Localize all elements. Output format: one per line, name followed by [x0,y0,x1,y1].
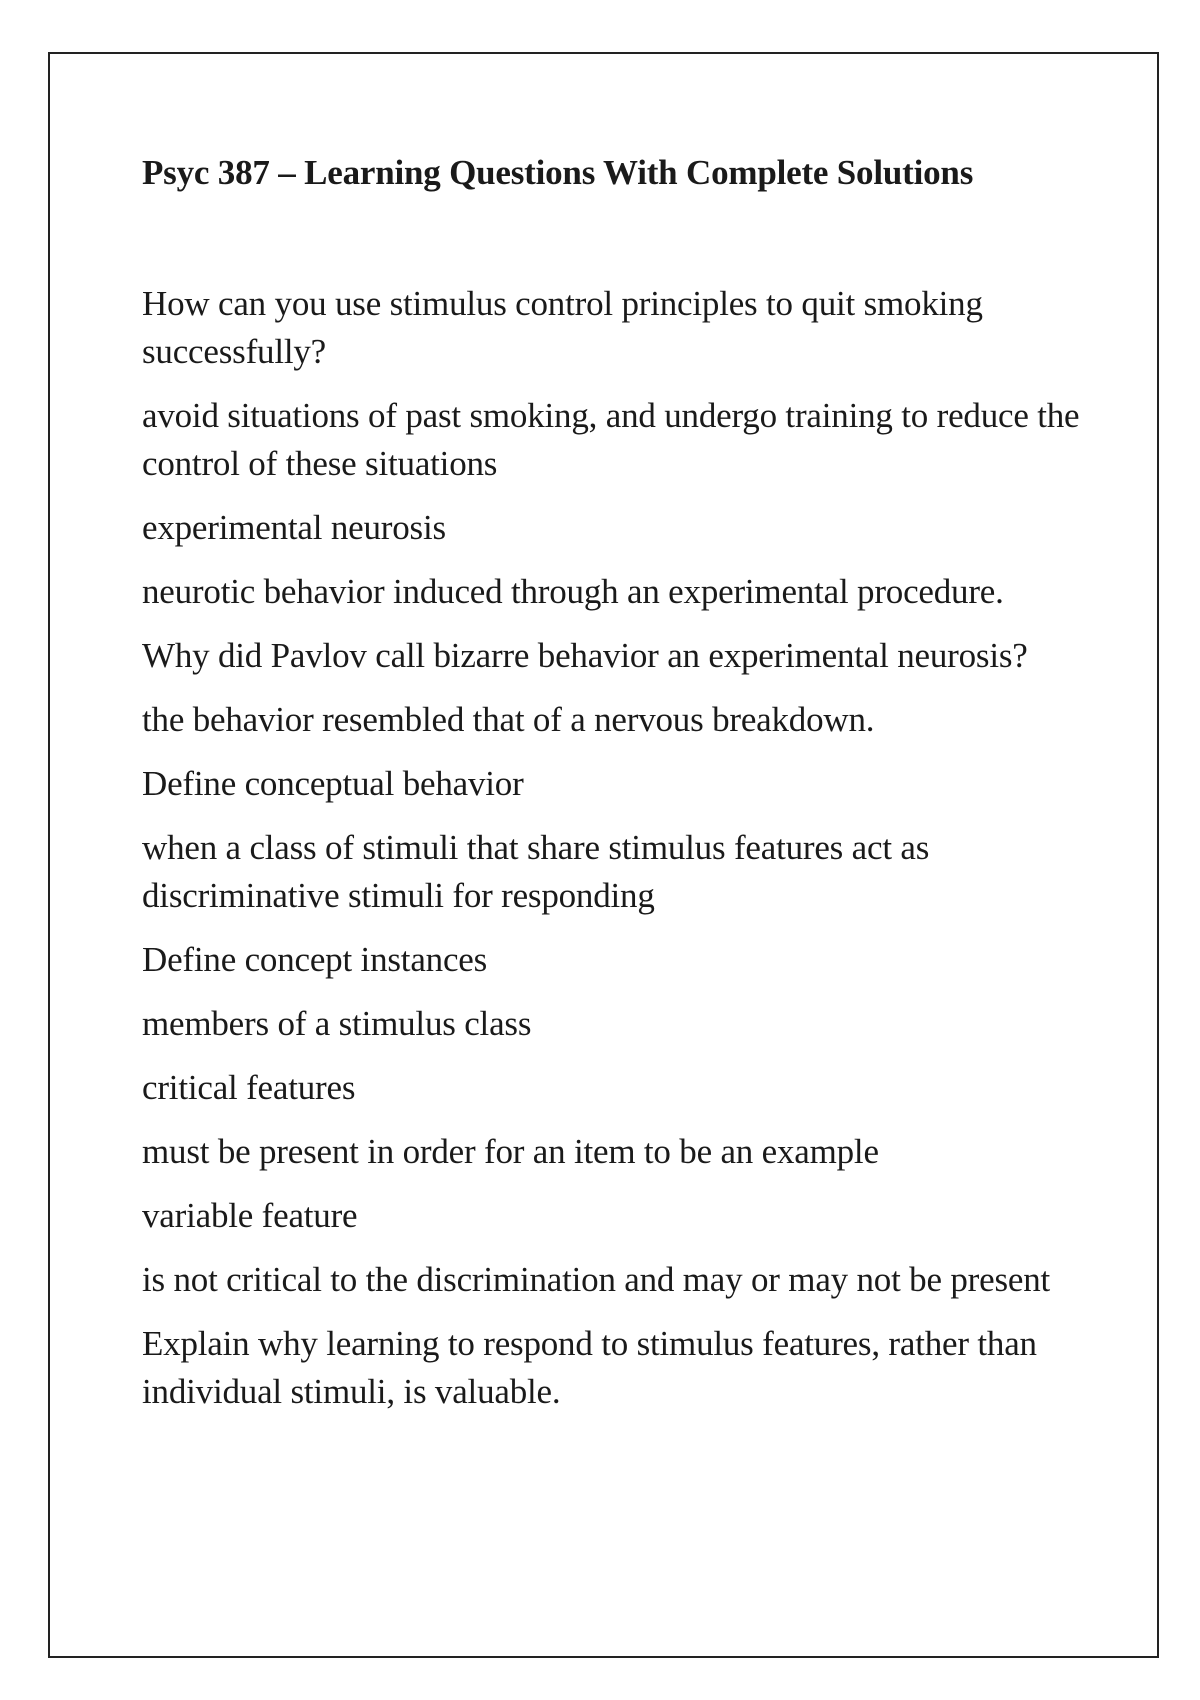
question-text: Why did Pavlov call bizarre behavior an experimental neurosis? [142,636,1028,675]
document-body [142,150,1082,1432]
question-text: Define concept instances [142,940,488,979]
answer-text: members of a stimulus class [142,1004,532,1043]
answer-text: when a class of stimuli that share stimulus features act as discriminative stimuli for responding [142,828,930,915]
term-text: experimental neurosis [142,508,446,547]
answer-text: the behavior resembled that of a nervous breakdown. [142,700,875,739]
document-title: Psyc 387 – Learning Questions With Complete Solutions [142,153,974,192]
question-text: Define conceptual behavior [142,764,524,803]
definition-text: must be present in order for an item to be an example [142,1132,879,1171]
question-text: Explain why learning to respond to stimulus features, rather than individual stimuli, is valuable. [142,1324,1037,1411]
term-text: critical features [142,1068,356,1107]
qa-list [142,280,1082,1416]
answer-text: avoid situations of past smoking, and undergo training to reduce the control of these situations [142,396,1080,483]
term-text: variable feature [142,1196,358,1235]
question-text: How can you use stimulus control principles to quit smoking successfully? [142,284,983,371]
definition-text: neurotic behavior induced through an experimental procedure. [142,572,1004,611]
definition-text: is not critical to the discrimination and may or may not be present [142,1260,1051,1299]
